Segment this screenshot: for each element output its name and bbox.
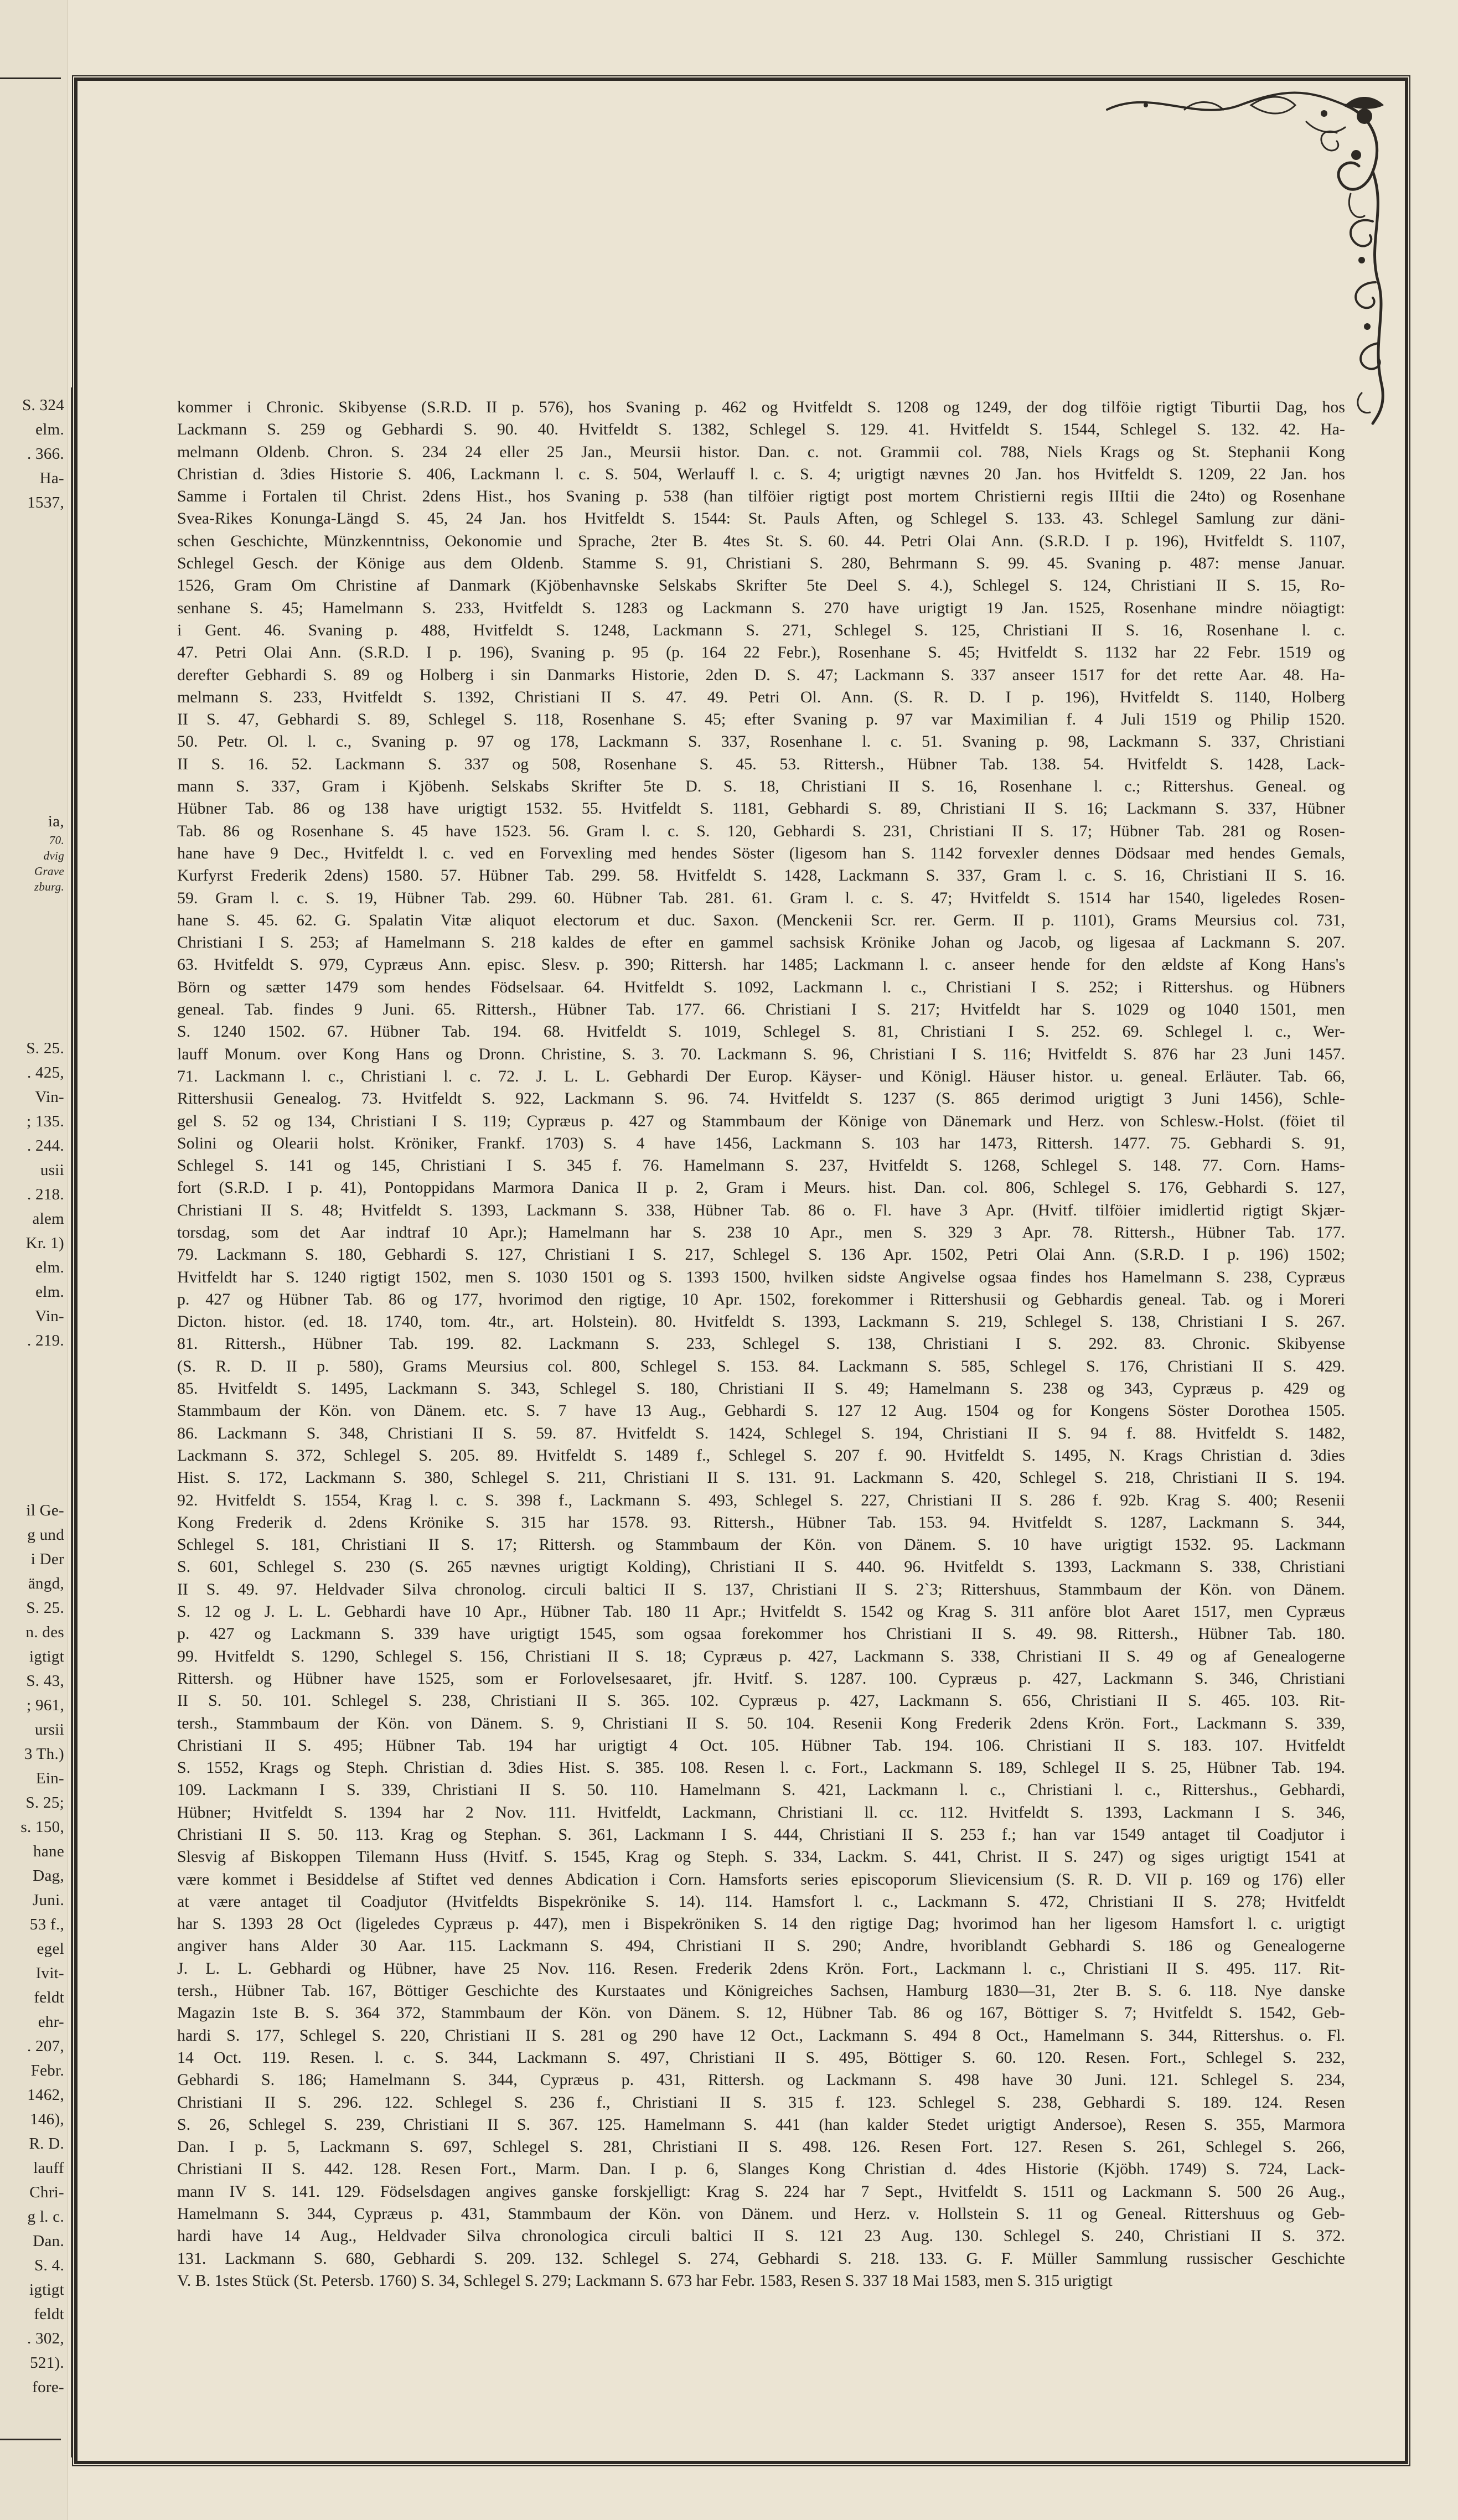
adjacent-page-fragment: ; 135. <box>27 1112 64 1130</box>
adjacent-page-fragment: i Der <box>30 1550 64 1568</box>
adjacent-page-fragment: Vin- <box>35 1307 64 1325</box>
text-line: hane S. 45. 62. G. Spalatin Vitæ aliquot electorum et duc. Saxon. (Menckenii Scr. rer. Germ. II p. 1101), Grams Meursius col. 731, <box>177 910 1345 929</box>
adjacent-page-fragment: Dan. <box>33 2232 64 2250</box>
text-line: Christiani II S. 48; Hvitfeldt S. 1393, Lackmann S. 338, Hübner Tab. 86 o. Fl. have 3 Apr. (Hvitf. tilföier imidlertid rigtigt Skjær- <box>177 1201 1345 1219</box>
text-line: V. B. 1stes Stück (St. Petersb. 1760) S. 34, Schlegel S. 279; Lackmann S. 673 har Febr. 1583, Resen S. 337 18 Mai 1583, men S. 315 urigtigt <box>177 2271 1113 2290</box>
adjacent-page-fragment: Ivit- <box>35 1964 64 1982</box>
text-line: Samme i Fortalen til Christ. 2dens Hist., hos Svaning p. 538 (han tilföier rigtigt post mortem Christierni regis IIItii die 24to) og Rosenhane <box>177 487 1345 506</box>
adjacent-page-fragment: igtigt <box>29 1648 64 1665</box>
text-line: Christian d. 3dies Historie S. 406, Lackmann l. c. S. 504, Werlauff l. c. S. 4; urigtigt nævnes 20 Jan. hos Hvitfeldt S. 1209, 22 Jan. hos <box>177 464 1345 483</box>
adjacent-page-fragment: 521). <box>30 2354 64 2372</box>
adjacent-page-fragment: S. 4. <box>34 2257 64 2274</box>
text-line: 85. Hvitfeldt S. 1495, Lackmann S. 343, Schlegel S. 180, Christiani II S. 49; Hamelmann S. 238 og 343, Cypræus p. 429 og <box>177 1379 1345 1398</box>
text-line: 131. Lackmann S. 680, Gebhardi S. 209. 132. Schlegel S. 274, Gebhardi S. 218. 133. G. F. Müller Sammlung russischer Geschichte <box>177 2249 1345 2268</box>
adjacent-page-fragment: elm. <box>35 1283 64 1301</box>
text-line: at være antaget til Coadjutor (Hvitfeldts Bispekrönike S. 14). 114. Hamsfort l. c., Lackmann S. 472, Christiani II S. 278; Hvitfeldt <box>177 1892 1345 1911</box>
text-line: hane have 9 Dec., Hvitfeldt l. c. ved en Forvexling med hendes Söster (ligesom han S. 1142 forvexler dennes Dödsaar med hendes Gemals, <box>177 844 1345 862</box>
text-line: Svea-Rikes Konunga-Längd S. 45, 24 Jan. hos Hvitfeldt S. 1544: St. Pauls Aften, og Schlegel S. 133. 43. Schlegel Samlung zur däni- <box>177 509 1345 528</box>
adjacent-page-fragment: Dag, <box>33 1867 64 1885</box>
adjacent-page-fragment: igtigt <box>29 2281 64 2299</box>
text-line: Gebhardi S. 186; Hamelmann S. 344, Cypræus p. 431, Rittersh. og Lackmann S. 498 have 30 Juni. 121. Schlegel S. 234, <box>177 2071 1345 2089</box>
text-line: Hübner Tab. 86 og 138 have urigtigt 1532. 55. Hvitfeldt S. 1181, Gebhardi S. 89, Christiani II S. 16; Lackmann S. 337, Hübner <box>177 799 1345 818</box>
adjacent-page-fragment: il Ge- <box>26 1502 64 1519</box>
text-line: 71. Lackmann l. c., Christiani l. c. 72. J. L. L. Gebhardi Der Europ. Käyser- und Königl. Häuser histor. u. geneal. Erläuter. Tab. 66, <box>177 1067 1345 1085</box>
text-line: S. 12 og J. L. L. Gebhardi have 10 Apr., Hübner Tab. 180 11 Apr.; Hvitfeldt S. 1542 og Krag S. 311 anföre blot Aaret 1517, men Cypræus <box>177 1602 1345 1621</box>
adjacent-page-fragment: usii <box>40 1161 64 1179</box>
text-line: mann S. 337, Gram i Kjöbenh. Selskabs Skrifter 5te D. S. 18, Christiani II S. 16, Rosenhane l. c.; Rittershus. Geneal. og <box>177 777 1345 796</box>
adjacent-page-fragment: ehr- <box>38 2013 64 2031</box>
adjacent-page-fragment: n. des <box>25 1623 64 1641</box>
text-line: være kommet i Besiddelse af Stiftet ved dennes Abdication i Corn. Hamsforts series episcoporum Slievicensium (S. R. D. VII p. 169 og 176) eller <box>177 1870 1345 1888</box>
text-line: Schlegel Gesch. der Könige aus dem Oldenb. Stamme S. 91, Christiani S. 280, Behrmann S. 99. 45. Svaning p. 487: mense Januar. <box>177 554 1345 573</box>
text-line: schen Geschichte, Münzkenntniss, Oekonomie und Sprache, 2ter B. 4tes St. S. 60. 44. Petri Olai Ann. (S.R.D. I p. 196), Hvitfeldt S. 1107, <box>177 531 1345 550</box>
text-line: S. 1240 1502. 67. Hübner Tab. 194. 68. Hvitfeldt S. 1019, Schlegel S. 81, Christiani I S. 252. 69. Schlegel l. c., Wer- <box>177 1022 1345 1041</box>
adjacent-page-fragment: R. D. <box>29 2135 64 2152</box>
adjacent-page-fragment: feldt <box>34 2305 64 2323</box>
text-line: II S. 16. 52. Lackmann S. 337 og 508, Rosenhane S. 45. 53. Rittersh., Hübner Tab. 138. 54. Hvitfeldt S. 1428, Lack- <box>177 754 1345 773</box>
adjacent-page-fragment: 146), <box>30 2110 64 2128</box>
text-line: senhane S. 45; Hamelmann S. 233, Hvitfeldt S. 1283 og Lackmann S. 270 have urigtigt 19 Jan. 1525, Rosenhane mindre nöiagtigt: <box>177 598 1345 617</box>
text-line: geneal. Tab. findes 9 Juni. 65. Rittersh., Hübner Tab. 177. 66. Christiani I S. 217; Hvitfeldt har S. 1029 og 1040 1501, men <box>177 1000 1345 1019</box>
text-line: p. 427 og Lackmann S. 339 have urigtigt 1545, som ogsaa forekommer hos Christiani II S. 49. 98. Rittersh., Hübner Tab. 180. <box>177 1624 1345 1643</box>
adjacent-page-fragment: . 302, <box>27 2330 64 2347</box>
text-line: Börn og sætter 1479 som hendes Födselsaar. 64. Hvitfeldt S. 1092, Lackmann l. c., Christiani I S. 252; i Rittershus. og Hübners <box>177 977 1345 996</box>
adjacent-page-fragment: elm. <box>35 1259 64 1276</box>
text-line: kommer i Chronic. Skibyense (S.R.D. II p. 576), hos Svaning p. 462 og Hvitfeldt S. 1208 og 1249, der dog tilföie rigtigt Tiburtii Dag, hos <box>177 398 1345 416</box>
text-line: i Gent. 46. Svaning p. 488, Hvitfeldt S. 1248, Lackmann S. 271, Schlegel S. 125, Christiani II S. 16, Rosenhane l. c. <box>177 620 1345 639</box>
adjacent-page-fragment: egel <box>37 1940 64 1958</box>
adjacent-page-fragment: Grave <box>34 865 64 878</box>
adjacent-page-bottom-rule <box>0 2439 61 2440</box>
adjacent-page-fragment: S. 25; <box>25 1794 64 1812</box>
text-line: 109. Lackmann I S. 339, Christiani II S. 50. 110. Hamelmann S. 421, Lackmann l. c., Christiani l. c., Rittershus., Gebhardi, <box>177 1781 1345 1799</box>
text-line: melmann Oldenb. Chron. S. 234 24 eller 25 Jan., Meursii histor. Dan. c. not. Grammii col. 788, Niels Krags og St. Stephanii Kong <box>177 442 1345 461</box>
adjacent-page-fragment: Ein- <box>35 1769 64 1787</box>
adjacent-page-fragment: Chri- <box>29 2183 64 2201</box>
adjacent-page-fragment: 1537, <box>27 494 64 511</box>
adjacent-page-fragment: alem <box>32 1210 64 1228</box>
text-line: hardi S. 177, Schlegel S. 220, Christiani II S. 281 og 290 have 12 Oct., Lackmann S. 494 8 Oct., Hamelmann S. 344, Rittershus. o. Fl. <box>177 2026 1345 2045</box>
text-line: 50. Petr. Ol. l. c., Svaning p. 97 og 178, Lackmann S. 337, Rosenhane l. c. 51. Svaning p. 98, Lackmann S. 337, Christiani <box>177 732 1345 751</box>
text-line: lauff Monum. over Kong Hans og Dronn. Christine, S. 3. 70. Lackmann S. 96, Christiani I S. 116; Hvitfeldt S. 876 har 23 Juni 1457. <box>177 1044 1345 1063</box>
text-line: Rittershusii Genealog. 73. Hvitfeldt S. 922, Lackmann S. 96. 74. Hvitfeldt S. 1237 (S. 865 derimod urigtigt 3 Juni 1456), Schle- <box>177 1089 1345 1108</box>
text-line: Hamelmann S. 344, Cypræus p. 431, Stammbaum der Kön. von Dänem. und Herz. v. Hollstein S. 11 og Geneal. Rittershuus og Geb- <box>177 2205 1345 2223</box>
adjacent-page-fragment: Febr. <box>30 2062 64 2079</box>
text-line: Christiani II S. 442. 128. Resen Fort., Marm. Dan. I p. 6, Slanges Kong Christian d. 4des Historie (Kjöbh. 1749) S. 724, Lack- <box>177 2160 1345 2179</box>
text-line: 63. Hvitfeldt S. 979, Cypræus Ann. episc. Slesv. p. 390; Rittersh. har 1485; Lackmann l. c. anseer hende for den ældste af Kong Hans's <box>177 955 1345 974</box>
text-line: 59. Gram l. c. S. 19, Hübner Tab. 299. 60. Hübner Tab. 281. 61. Gram l. c. S. 47; Hvitfeldt S. 1514 har 1540, ligeledes Rosen- <box>177 888 1345 907</box>
text-line: Rittersh. og Hübner have 1525, som er Forlovelsesaaret, jfr. Hvitf. S. 1287. 100. Cypræus p. 427, Lackmann S. 346, Christiani <box>177 1669 1345 1688</box>
text-line: Christiani II S. 50. 113. Krag og Stephan. S. 361, Lackmann I S. 444, Christiani II S. 253 f.; han var 1549 antaget til Coadjutor i <box>177 1825 1345 1844</box>
text-line: Dicton. histor. (ed. 18. 1740, tom. 4tr., art. Holstein). 80. Hvitfeldt S. 1393, Lackmann S. 219, Schlegel S. 138, Christiani I S. 267. <box>177 1312 1345 1331</box>
text-line: Schlegel S. 181, Christiani II S. 17; Rittersh. og Stammbaum der Kön. von Dänem. S. 10 have urigtigt 1532. 95. Lackmann <box>177 1535 1345 1554</box>
text-line: melmann S. 233, Hvitfeldt S. 1392, Christiani II S. 47. 49. Petri Ol. Ann. (S. R. D. I p. 196), Hvitfeldt S. 1140, Holberg <box>177 687 1345 706</box>
text-line: Lackmann S. 259 og Gebhardi S. 90. 40. Hvitfeldt S. 1382, Schlegel S. 129. 41. Hvitfeldt S. 1544, Schlegel S. 132. 42. Ha- <box>177 420 1345 439</box>
text-line: Lackmann S. 372, Schlegel S. 205. 89. Hvitfeldt S. 1489 f., Schlegel S. 207 f. 90. Hvitfeldt S. 1495, N. Krags Christian d. 3dies <box>177 1446 1345 1465</box>
adjacent-page-fragment: Vin- <box>35 1088 64 1106</box>
text-line: gel S. 52 og 134, Christiani I S. 119; Cypræus p. 427 og Stammbaum der Könige von Dänemark und Herz. von Schlesw.-Holst. (föiet til <box>177 1111 1345 1130</box>
adjacent-page-fragment: S. 324 <box>22 396 64 414</box>
text-line: derefter Gebhardi S. 89 og Holberg i sin Danmarks Historie, 2den D. S. 47; Lackmann S. 337 anseer 1517 for det rette Aar. 48. Ha- <box>177 665 1345 684</box>
adjacent-page-fragment: 3 Th.) <box>24 1745 64 1763</box>
text-line: S. 601, Schlegel S. 230 (S. 265 nævnes urigtigt Kolding), Christiani II S. 440. 96. Hvitfeldt S. 1393, Lackmann S. 338, Christiani <box>177 1557 1345 1576</box>
text-line: S. 1552, Krags og Steph. Christian d. 3dies Hist. S. 385. 108. Resen l. c. Fort., Lackmann S. 189, Schlegel II S. 25, Hübner Tab. 194. <box>177 1758 1345 1777</box>
adjacent-page-fragment: . 244. <box>27 1137 64 1155</box>
adjacent-page-fragment: 70. <box>49 834 64 847</box>
text-line: Hist. S. 172, Lackmann S. 380, Schlegel S. 211, Christiani II S. 131. 91. Lackmann S. 420, Schlegel S. 218, Christiani II S. 194. <box>177 1468 1345 1487</box>
adjacent-page-fragment: . 207, <box>27 2037 64 2055</box>
text-line: II S. 50. 101. Schlegel S. 238, Christiani II S. 365. 102. Cypræus p. 427, Lackmann S. 656, Christiani II S. 465. 103. Rit- <box>177 1691 1345 1710</box>
adjacent-page-fragment: Kr. 1) <box>25 1234 64 1252</box>
text-line: Schlegel S. 141 og 145, Christiani I S. 345 f. 76. Hamelmann S. 237, Hvitfeldt S. 1268, Schlegel S. 148. 77. Corn. Hams- <box>177 1156 1345 1175</box>
text-line: (S. R. D. II p. 580), Grams Meursius col. 800, Schlegel S. 153. 84. Lackmann S. 585, Schlegel S. 176, Christiani II S. 429. <box>177 1357 1345 1375</box>
text-line: 99. Hvitfeldt S. 1290, Schlegel S. 156, Christiani II S. 18; Cypræus p. 427, Lackmann S. 338, Christiani II S. 49 og af Genealogerne <box>177 1647 1345 1665</box>
text-line: tersh., Stammbaum der Kön. von Dänem. S. 9, Christiani II S. 50. 104. Resenii Kong Frederik 2dens Krön. Fort., Lackmann S. 339, <box>177 1714 1345 1732</box>
text-line: Hübner; Hvitfeldt S. 1394 har 2 Nov. 111. Hvitfeldt, Lackmann, Christiani ll. cc. 112. Hvitfeldt S. 1393, Lackmann I S. 346, <box>177 1803 1345 1822</box>
text-line: II S. 49. 97. Heldvader Silva chronolog. circuli baltici II S. 137, Christiani II S. 2`3; Rittershuus, Stammbaum der Kön. von Dänem. <box>177 1580 1345 1598</box>
text-line: Christiani I S. 253; af Hamelmann S. 218 kaldes de efter en gammel sachsisk Krönike Johan og Jacob, og ligesaa af Lackmann S. 207. <box>177 933 1345 952</box>
adjacent-page-edge <box>0 0 68 2520</box>
text-line: 14 Oct. 119. Resen. l. c. S. 344, Lackmann S. 497, Christiani II S. 495, Böttiger S. 60. 120. Resen. Fort., Schlegel S. 232, <box>177 2048 1345 2067</box>
text-line: mann IV S. 141. 129. Födselsdagen angives ganske forskjelligt: Krag S. 224 har 7 Sept., Hvitfeldt S. 1511 og Lackmann S. 500 26 Aug., <box>177 2182 1345 2201</box>
text-line: Solini og Olearii holst. Kröniker, Frankf. 1703) S. 4 have 1456, Lackmann S. 103 har 1473, Rittersh. 1477. 75. Gebhardi S. 91, <box>177 1134 1345 1152</box>
adjacent-page-fragment: zburg. <box>34 880 64 893</box>
adjacent-page-fragment: ängd, <box>28 1575 64 1592</box>
adjacent-page-fragment: 1462, <box>27 2086 64 2104</box>
text-line: 92. Hvitfeldt S. 1554, Krag l. c. S. 398 f., Lackmann S. 493, Schlegel S. 227, Christiani II S. 286 f. 92b. Krag S. 400; Resenii <box>177 1491 1345 1509</box>
adjacent-page-fragment: feldt <box>34 1989 64 2006</box>
adjacent-page-fragment: S. 25. <box>26 1599 64 1617</box>
adjacent-page-fragment: ia, <box>48 813 64 830</box>
adjacent-page-fragment: g l. c. <box>27 2208 64 2226</box>
adjacent-page-fragment: fore- <box>32 2378 64 2396</box>
text-line: Slesvig af Biskoppen Tilemann Huss (Hvitf. S. 1545, Krag og Steph. S. 334, Lackm. S. 441, Christ. II S. 247) og siges urigtigt 1541 at <box>177 1848 1345 1866</box>
text-line: S. 26, Schlegel S. 239, Christiani II S. 367. 125. Hamelmann S. 441 (han kalder Stedet urigtigt Andersoe), Resen S. 355, Marmora <box>177 2115 1345 2134</box>
text-line: fort (S.R.D. I p. 41), Pontoppidans Marmora Danica II p. 2, Gram i Meurs. hist. Dan. col. 806, Schlegel S. 176, Gebhardi S. 127, <box>177 1178 1345 1197</box>
adjacent-page-fragment: ; 961, <box>27 1696 64 1714</box>
adjacent-page-fragment: s. 150, <box>20 1818 64 1836</box>
text-line: II S. 47, Gebhardi S. 89, Schlegel S. 118, Rosenhane S. 45; efter Svaning p. 97 var Maximilian f. 4 Juli 1519 og Philip 1520. <box>177 710 1345 729</box>
text-line: 86. Lackmann S. 348, Christiani II S. 59. 87. Hvitfeldt S. 1424, Schlegel S. 194, Christiani II S. 94 f. 88. Hvitfeldt S. 1482, <box>177 1424 1345 1442</box>
text-line: tersh., Hübner Tab. 167, Böttiger Geschichte des Kurstaates und Königreiches Sachsen, Hamburg 1830—31, 2ter B. S. 6. 118. Nye danske <box>177 1981 1345 2000</box>
adjacent-page-fragment: . 425, <box>27 1064 64 1082</box>
adjacent-page-fragment: . 219. <box>27 1332 64 1349</box>
adjacent-page-fragment: S. 43, <box>26 1672 64 1690</box>
adjacent-page-fragment: Ha- <box>39 469 64 487</box>
text-line: Christiani II S. 495; Hübner Tab. 194 har urigtigt 4 Oct. 105. Hübner Tab. 194. 106. Christiani II S. 183. 107. Hvitfeldt <box>177 1736 1345 1755</box>
adjacent-page-fragment: dvig <box>43 849 64 862</box>
text-line: Kurfyrst Frederik 2dens) 1580. 57. Hübner Tab. 299. 58. Hvitfeldt S. 1428, Lackmann S. 337, Gram l. c. S. 16, Christiani II S. 16. <box>177 866 1345 885</box>
adjacent-page-fragment: elm. <box>35 421 64 438</box>
text-line: hardi have 14 Aug., Heldvader Silva chronologica circuli baltici II S. 121 23 Aug. 130. Schlegel S. 240, Christiani II S. 372. <box>177 2227 1345 2245</box>
text-line: Christiani II S. 296. 122. Schlegel S. 236 f., Christiani II S. 315 f. 123. Schlegel S. 238, Gebhardi S. 189. 124. Resen <box>177 2093 1345 2112</box>
text-line: angiver hans Alder 30 Aar. 115. Lackmann S. 494, Christiani II S. 290; Andre, hvoriblandt Gebhardi S. 186 og Genealogerne <box>177 1937 1345 1955</box>
text-line: 81. Rittersh., Hübner Tab. 199. 82. Lackmann S. 233, Schlegel S. 138, Christiani I S. 292. 83. Chronic. Skibyense <box>177 1334 1345 1353</box>
text-line: p. 427 og Hübner Tab. 86 og 177, hvorimod den rigtige, 10 Apr. 1502, forekommer i Rittershusii og Gebhardis geneal. Tab. og i Moreri <box>177 1290 1345 1308</box>
text-line: Magazin 1ste B. S. 364 372, Stammbaum der Kön. von Dänem. S. 12, Hübner Tab. 86 og 167, Böttiger S. 7; Hvitfeldt S. 1542, Geb- <box>177 2004 1345 2022</box>
corner-ornament-icon <box>1085 83 1395 426</box>
gutter-rule <box>71 387 73 2457</box>
adjacent-page-fragment: . 366. <box>27 445 64 463</box>
text-line: torsdag, som det Aar indtraf 10 Apr.); Hamelmann har S. 238 10 Apr., men S. 329 3 Apr. 78. Rittersh., Hübner Tab. 177. <box>177 1223 1345 1241</box>
adjacent-page-fragment: Juni. <box>32 1891 64 1909</box>
text-line: 79. Lackmann S. 180, Gebhardi S. 127, Christiani I S. 217, Schlegel S. 136 Apr. 1502, Petri Olai Ann. (S.R.D. I p. 196) 1502; <box>177 1245 1345 1264</box>
adjacent-page-fragment: g und <box>27 1526 64 1544</box>
notes-text-block <box>177 396 1345 2292</box>
text-line: 1526, Gram Om Christine af Danmark (Kjöbenhavnske Selskabs Skrifter 5te Deel S. 4.), Schlegel S. 124, Christiani II S. 15, Ro- <box>177 576 1345 595</box>
adjacent-page-fragment: ursii <box>34 1721 64 1738</box>
adjacent-page-fragment: lauff <box>33 2159 64 2177</box>
adjacent-page-fragment: S. 25. <box>26 1039 64 1057</box>
adjacent-page-fragment: . 218. <box>27 1186 64 1203</box>
text-line: Dan. I p. 5, Lackmann S. 697, Schlegel S. 281, Christiani II S. 498. 126. Resen Fort. 127. Resen S. 261, Schlegel S. 266, <box>177 2138 1345 2156</box>
adjacent-page-fragment: 53 f., <box>29 1916 64 1933</box>
adjacent-page-top-rule <box>0 77 61 79</box>
text-line: Hvitfeldt har S. 1240 rigtigt 1502, men S. 1030 1501 og S. 1393 1500, hvilken sidste Angivelse ogsaa findes hos Hamelmann S. 238, Cypræus <box>177 1267 1345 1286</box>
adjacent-page-fragment: hane <box>33 1843 64 1860</box>
text-line: Stammbaum der Kön. von Dänem. etc. S. 7 have 13 Aug., Gebhardi S. 127 12 Aug. 1504 og for Kongens Söster Dorothea 1505. <box>177 1401 1345 1420</box>
text-line: J. L. L. Gebhardi og Hübner, have 25 Nov. 116. Resen. Frederik 2dens Krön. Fort., Lackmann l. c., Christiani II S. 495. 117. Rit- <box>177 1959 1345 1978</box>
text-line: Kong Frederik d. 2dens Krönike S. 315 har 1578. 93. Rittersh., Hübner Tab. 153. 94. Hvitfeldt S. 1287, Lackmann S. 344, <box>177 1513 1345 1531</box>
text-line: 47. Petri Olai Ann. (S.R.D. I p. 196), Svaning p. 95 (p. 164 22 Febr.), Rosenhane S. 45; Hvitfeldt S. 1132 har 22 Febr. 1519 og <box>177 643 1345 662</box>
text-line: har S. 1393 28 Oct (ligeledes Cypræus p. 447), men i Bispekröniken S. 14 den rigtige Dag; hvorimod han her ligesom Hamsfort l. c. urigtigt <box>177 1914 1345 1933</box>
text-line: Tab. 86 og Rosenhane S. 45 have 1523. 56. Gram l. c. S. 120, Gebhardi S. 231, Christiani II S. 17; Hübner Tab. 281 og Rosen- <box>177 821 1345 840</box>
